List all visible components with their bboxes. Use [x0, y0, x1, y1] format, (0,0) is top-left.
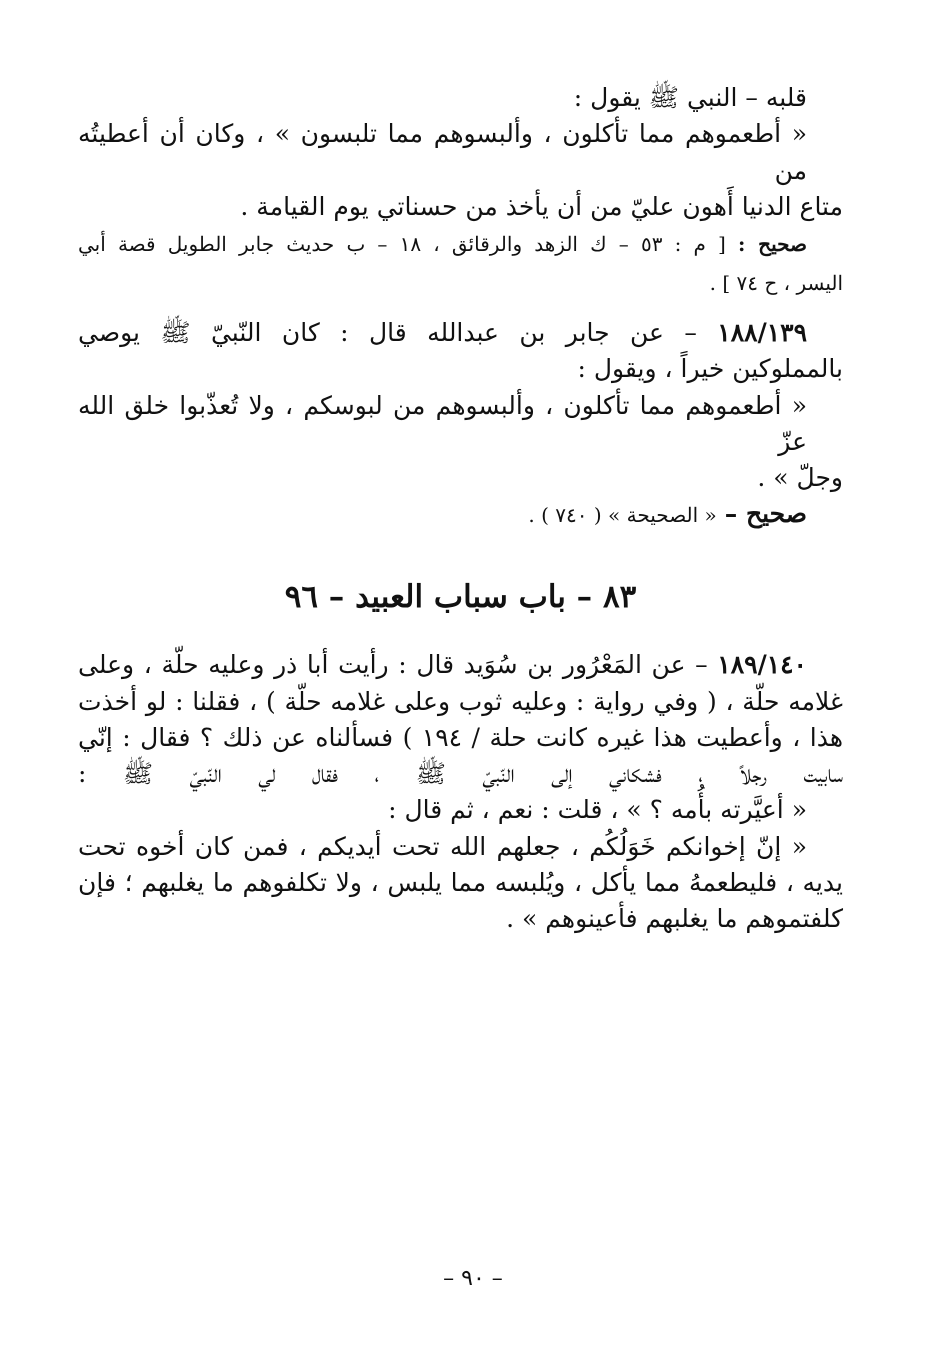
citation-text: [ م : ٥٣ – ك الزهد والرقائق ، ١٨ – ب حديث جابر الطويل قصة أبي: [78, 232, 726, 256]
page-body: [78, 80, 843, 937]
text-line: [78, 315, 843, 351]
source-citation: [78, 225, 843, 264]
grade-label: صحيح –: [724, 499, 807, 529]
continuation-passage: [78, 80, 843, 303]
hadith-text: – عن المَعْرُور بن سُوَيد قال : رأيت أبا ذر وعليه حلّة ، وعلى: [78, 650, 708, 680]
text-line: غلامه حلّة ، ( وفي رواية : وعليه ثوب وعلى غلامه حلّة ) ، فقلنا : لو أخذت: [78, 686, 843, 716]
text-line: « أعيَّرته بأُمه ؟ » ، قلت : نعم ، ثم قال :: [388, 795, 807, 825]
text-line: هذا ، وأعطيت هذا غيره كانت حلة / ١٩٤ ) فسألناه عن ذلك ؟ فقال : إنّي: [78, 722, 844, 752]
text-line: سابيت رجلاً ، فشكاني إلى النّبيّ ﷺ ، فقال لي النّبيّ ﷺ :: [78, 759, 843, 788]
hadith-text: – عن جابر بن عبدالله قال : كان النّبيّ ﷺ يوصي: [78, 318, 697, 347]
text-line: وجلّ » .: [757, 463, 843, 492]
hadith-140: [78, 647, 843, 937]
text-line: بالمملوكين خيراً ، ويقول :: [577, 354, 843, 384]
source-citation-cont: اليسر ، ح ٧٤ ] .: [709, 271, 843, 295]
text-line: كلفتموهم ما يغلبهم فأعينوهم » .: [506, 904, 843, 933]
source-citation: [78, 496, 843, 535]
citation-text: « الصحيحة » ( ٧٤٠ ) .: [528, 503, 717, 528]
text-line: « أطعموهم مما تأكلون ، وألبسوهم مما تلبسون » ، وكان أن أعطيتُه من: [78, 119, 807, 185]
text-line: « أطعموهم مما تأكلون ، وألبسوهم من لبوسكم ، ولا تُعذّبوا خلق الله عزّ: [78, 390, 807, 456]
text-line: « إنّ إخوانكم خَوَلُكُم ، جعلهم الله تحت أيديكم ، فمن كان أخوه تحت: [78, 831, 807, 861]
text-line: قلبه – النبي ﷺ يقول :: [573, 83, 807, 112]
text-line: يديه ، فليطعمهُ مما يأكل ، ويُلبسه مما يلبس ، ولا تكلفوهم ما يغلبهم ؛ فإن: [78, 867, 843, 897]
hadith-number: ١٨٨/١٣٩: [717, 318, 807, 347]
hadith-139: [78, 315, 843, 535]
page-number: – ٩٠ –: [443, 1266, 503, 1291]
text-line: [78, 647, 843, 683]
chapter-heading: ٨٣ – باب سباب العبيد – ٩٦: [284, 579, 637, 616]
hadith-number: ١٨٩/١٤٠: [717, 650, 807, 680]
text-line: متاع الدنيا أَهون عليّ من أن يأخذ من حسناتي يوم القيامة .: [240, 191, 843, 221]
grade-label: صحيح :: [738, 232, 808, 256]
